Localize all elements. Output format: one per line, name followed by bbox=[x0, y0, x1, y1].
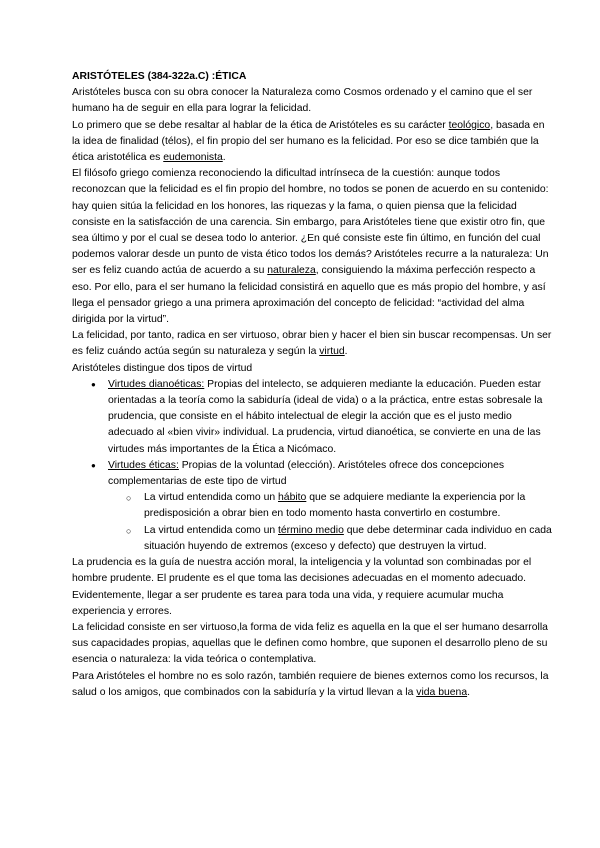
underlined-term: hábito bbox=[278, 492, 307, 504]
paragraph-virtue-types: Aristóteles distingue dos tipos de virtud bbox=[72, 362, 253, 374]
virtue-list bbox=[72, 377, 552, 555]
underlined-term: virtud bbox=[319, 346, 345, 358]
paragraph-virtue: La felicidad, por tanto, radica en ser virtuoso, obrar bien y hacer el bien sin buscar recompensas. Un ser es feliz cuándo actúa según su naturaleza y según la virtud. bbox=[72, 330, 552, 358]
ethical-sublist bbox=[108, 490, 552, 555]
underlined-term: eudemonista bbox=[163, 152, 223, 164]
list-item-ethical: ● Virtudes éticas: Propias de la voluntad (elección). Aristóteles ofrece dos concepciones complementarias de este tipo de virtud ○ La virtud entendida como un hábito que se adquiere mediante la experiencia por la predisposición a obrar bien en todo momento hasta convertirlo en costumbre. ○ La virtud entendida como un término medio que debe determinar cada individuo en cada situación huyendo de extremos (exceso y defecto) que destruyen la virtud. bbox=[108, 458, 552, 555]
paragraph-prudence: La prudencia es la guía de nuestra acción moral, la inteligencia y la voluntad son combinadas por el hombre prudente. El prudente es el que toma las decisiones adecuadas en el momento adecuado. Evidentemente, llegar a ser prudente es tarea para toda una vida, y requiere acumular mucha experiencia y errores. bbox=[72, 557, 532, 617]
sublist-item: ○ La virtud entendida como un hábito que se adquiere mediante la experiencia por la predisposición a obrar bien en todo momento hasta convertirlo en costumbre. bbox=[144, 490, 552, 522]
sublist-item: ○ La virtud entendida como un término medio que debe determinar cada individuo en cada situación huyendo de extremos (exceso y defecto) que destruyen la virtud. bbox=[144, 523, 552, 555]
paragraph-good-life: Para Aristóteles el hombre no es solo razón, también requiere de bienes externos como los recursos, la salud o los amigos, que combinados con la sabiduría y la virtud llevan a la vida buena. bbox=[72, 670, 549, 698]
document-title: ARISTÓTELES (384-322a.C) :ÉTICA bbox=[72, 71, 247, 82]
paragraph-happiness: El filósofo griego comienza reconociendo la dificultad intrínseca de la cuestión: aunque todos reconozcan que la felicidad es el fin propio del hombre, no todos se ponen de acuerdo en su contenido: hay quien sitúa la felicidad en los honores, las riquezas y la fama, o quien piensa que la felicidad consiste en la satisfacción de una carencia. Sin embargo, para Aristóteles tiene que existir otro fin, que sea último y por el cual se desea todo lo anterior. ¿En qué consiste este fin último, en función del cual podemos valorar desde un punto de vista ético todos los demás? Aristóteles recurre a la naturaleza: Un ser es feliz cuando actúa de acuerdo a su naturaleza, consiguiendo la máxima perfección respecto a eso. Por ello, para el ser humano la felicidad consistirá en aquello que es más propio del hombre, y así llega el pensador griego a una primera aproximación del concepto de felicidad: “actividad del alma dirigida por la virtud”. bbox=[72, 168, 549, 326]
list-item-dianoetic: ● Virtudes dianoéticas: Propias del intelecto, se adquieren mediante la educación. Pueden estar orientadas a la teoría como la sabiduría (ideal de vida) o a la práctica, entre estas sobresale la prudencia, que consiste en el hábito intelectual de elegir la acción que es el justo medio adecuado al «bien vivir» individual. La prudencia, virtud dianoética, se convierte en una de las virtudes más importantes de la Ética a Nicómaco. bbox=[108, 377, 552, 458]
underlined-term: término medio bbox=[278, 524, 344, 536]
underlined-term: Virtudes dianoéticas: bbox=[108, 378, 205, 390]
paragraph-virtuous-life: La felicidad consiste en ser virtuoso,la forma de vida feliz es aquella en la que el ser humano desarrolla sus capacidades propias, aquellas que le definen como hombre, que suponen el desarrollo pleno de su esencia o naturaleza: la vida teórica o contemplativa. bbox=[72, 621, 548, 666]
underlined-term: vida buena bbox=[416, 686, 468, 698]
underlined-term: teológico bbox=[448, 119, 491, 131]
underlined-term: Virtudes éticas: bbox=[108, 459, 179, 471]
paragraph-intro: Aristóteles busca con su obra conocer la Naturaleza como Cosmos ordenado y el camino que el ser humano ha de seguir en ella para lograr la felicidad. bbox=[72, 87, 533, 115]
underlined-term: naturaleza bbox=[267, 265, 316, 277]
paragraph-teleology: Lo primero que se debe resaltar al hablar de la ética de Aristóteles es su carácter teológico, basada en la idea de finalidad (télos), el fin propio del ser humano es la felicidad. Por eso se dice también que la ética aristotélica es eudemonista. bbox=[72, 119, 545, 164]
